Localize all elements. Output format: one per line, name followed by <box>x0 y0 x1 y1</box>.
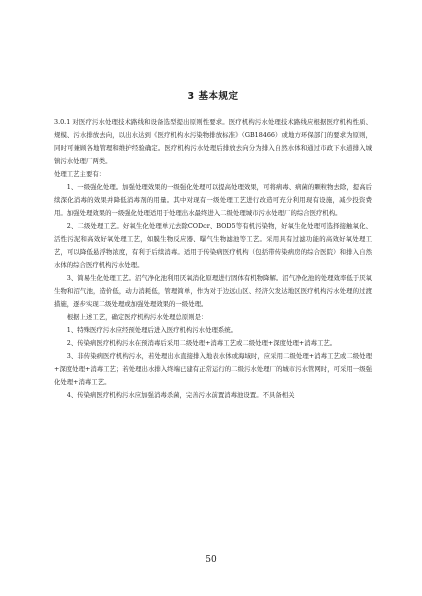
paragraph-principle-2: 2、传染病医疗机构污水在预消毒后采用二级处理+消毒工艺或二级处理+深度处理+消毒工艺。 <box>66 339 337 347</box>
paragraph-3-0-1: 3.0.1 对医疗污水处理技术路线和设备选型提出原则性要求。医疗机构污水处理技术路线应根据医疗机构性质、规模、污水排放去向，以出水达到《医疗机构水污染物排放标准》（GB18466）或地方环保部门的要求为原则，同时可兼顾各地管理和维护经验确定。医疗机构污水处理后排放去向分为排入自然水体和通过市政下水道排入城镇污水处理厂两类。 <box>54 118 372 165</box>
paragraph-process-intro: 处理工艺主要有： <box>54 170 106 178</box>
page-number: 50 <box>205 555 217 565</box>
section-heading: 3 基本规定 <box>187 91 239 102</box>
paragraph-principle-intro: 根据上述工艺，确定医疗机构污水处理总原则是： <box>66 313 208 321</box>
paragraph-process-1: 1、一级强化处理。加强处理效果的一级强化处理可以提高处理效果，可将病毒、病菌的颗粒物去除，提高后续深化消毒的效果并降低消毒剂的用量。其中对现有一级处理工艺进行改造可充分利用现有设施，减少投资费用。加强处理效果的一级强化处理适用于处理出水最终进入二级处理城市污水处理厂的综合医疗机构。 <box>54 183 372 217</box>
page-content <box>54 88 372 402</box>
paragraph-principle-4: 4、传染病医疗机构污水应加强消毒杀菌，完善污水前置消毒池设置。不具备相关 <box>66 391 295 399</box>
paragraph-process-3: 3、简易生化处理工艺。沼气净化池利用厌氧消化原理进行固体有机物降解。沼气净化池的处理效率低于厌氧生物和沼气池，造价低，动力消耗低，管理简单，作为对于边远山区、经济欠发达地区医疗机构污水处理的过渡措施，逐步实现二级处理或加强处理效果的一级处理。 <box>54 274 372 308</box>
paragraph-principle-1: 1、特殊医疗污水应经预处理后进入医疗机构污水处理系统。 <box>66 326 238 334</box>
paragraph-process-2: 2、二级处理工艺。好氧生化处理单元去除CODcr、BOD5等有机污染物，好氧生化处理可选择接触氧化、活性污泥和高效好氧处理工艺，如膜生物反应器、曝气生物滤池等工艺。采用具有过滤功能的高效好氧处理工艺，可以降低悬浮物浓度，有利于后续消毒。适用于传染病医疗机构（包括带传染病房的综合医院）和排入自然水体的综合医疗机构污水处理。 <box>54 222 372 269</box>
paragraph-principle-3: 3、非传染病医疗机构污水，若处理出水直接排入地表水体或海域时，应采用二级处理+消毒工艺或二级处理+深度处理+消毒工艺；若处理出水排入终端已建有正常运行的二级污水处理厂的城市污水管网时，可采用一级强化处理+消毒工艺。 <box>54 352 372 386</box>
